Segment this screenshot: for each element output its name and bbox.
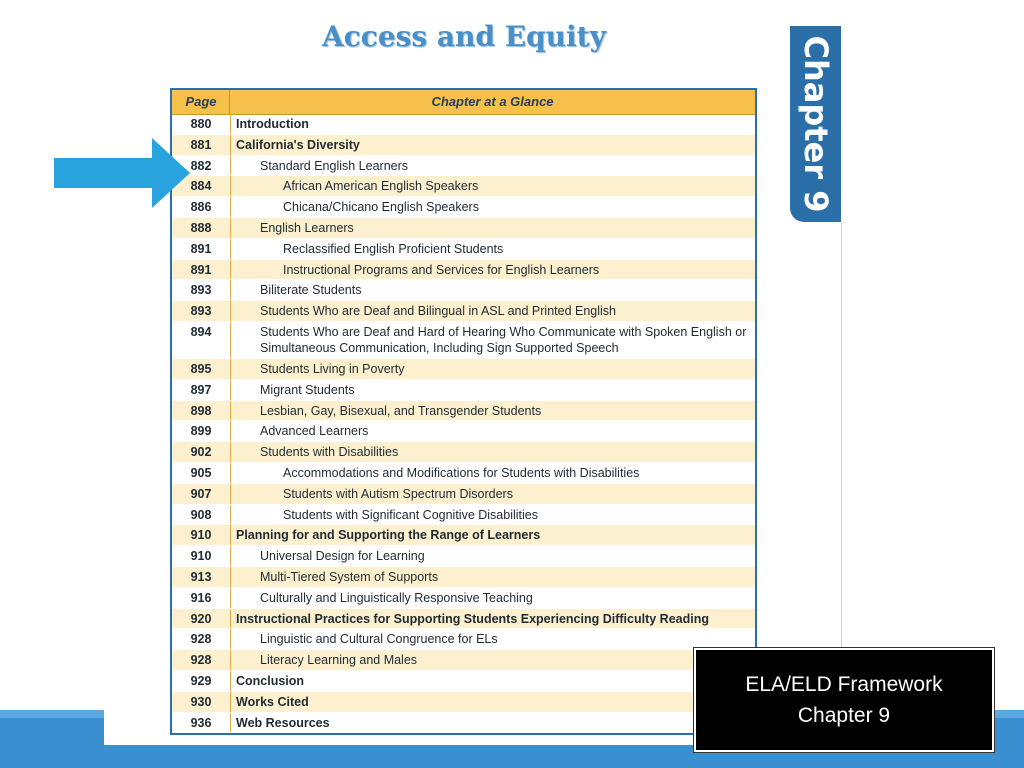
row-page-number: 910 (172, 546, 231, 566)
row-page-number: 891 (172, 260, 231, 280)
framework-label-line2: Chapter 9 (797, 704, 891, 727)
row-topic: Multi-Tiered System of Supports (260, 569, 439, 584)
table-row (172, 671, 755, 692)
row-page-number: 916 (172, 588, 231, 608)
row-page-number: 893 (172, 280, 231, 300)
row-page-number: 928 (172, 629, 231, 649)
table-row (172, 176, 755, 197)
table-row (172, 588, 755, 609)
row-page-number: 880 (172, 114, 231, 134)
chapter-tab-label: Chapter 9 (796, 35, 835, 213)
row-topic: Instructional Practices for Supporting Students Experiencing Difficulty Reading (236, 611, 709, 626)
row-topic: Standard English Learners (260, 158, 409, 173)
row-page-number: 920 (172, 609, 231, 629)
table-row (172, 135, 755, 156)
row-page-number: 895 (172, 359, 231, 379)
row-topic: Works Cited (236, 694, 309, 709)
row-topic: Linguistic and Cultural Congruence for ELs (260, 632, 498, 647)
row-page-number: 905 (172, 463, 231, 483)
row-topic: Accommodations and Modifications for Students with Disabilities (283, 465, 640, 480)
table-row (172, 629, 755, 650)
row-topic: Universal Design for Learning (260, 549, 425, 564)
row-page-number: 936 (172, 713, 231, 733)
table-body (172, 114, 755, 733)
row-page-number: 928 (172, 650, 231, 670)
row-topic: English Learners (260, 220, 354, 235)
row-page-number: 913 (172, 567, 231, 587)
table-row (172, 380, 755, 401)
table-row (172, 463, 755, 484)
table-row (172, 713, 755, 734)
chapter-tab (790, 26, 841, 222)
row-topic: Literacy Learning and Males (260, 653, 418, 668)
row-topic: Conclusion (236, 673, 305, 688)
table-row (172, 567, 755, 588)
row-page-number: 930 (172, 692, 231, 712)
row-topic: Planning for and Supporting the Range of Learners (236, 528, 541, 543)
table-row (172, 260, 755, 281)
row-topic: Students Living in Poverty (260, 361, 405, 376)
row-page-number: 886 (172, 197, 231, 217)
row-topic: Introduction (236, 117, 309, 131)
table-row (172, 546, 755, 567)
row-topic: Lesbian, Gay, Bisexual, and Transgender Students (260, 403, 542, 418)
row-topic: Students Who are Deaf and Bilingual in ASL and Printed English (260, 304, 617, 319)
table-row (172, 525, 755, 546)
table-row (172, 197, 755, 218)
row-page-number: 902 (172, 442, 231, 462)
row-topic: Reclassified English Proficient Students (283, 241, 504, 256)
row-topic: Students with Significant Cognitive Disabilities (283, 507, 538, 522)
row-page-number: 891 (172, 239, 231, 259)
row-page-number: 893 (172, 301, 231, 321)
table-row (172, 239, 755, 260)
row-topic: Migrant Students (260, 382, 355, 397)
row-page-number: 908 (172, 505, 231, 525)
row-topic: African American English Speakers (283, 179, 479, 194)
page-title: Access and Equity (322, 20, 606, 53)
row-topic: Culturally and Linguistically Responsive Teaching (260, 590, 533, 605)
row-topic: Students with Disabilities (260, 445, 399, 460)
table-row (172, 322, 755, 359)
row-topic: Advanced Learners (260, 424, 369, 439)
row-page-number: 884 (172, 176, 231, 196)
row-page-number: 894 (172, 322, 231, 358)
row-page-number: 910 (172, 525, 231, 545)
chapter-glance-table (170, 88, 757, 735)
row-topic: Chicana/Chicano English Speakers (283, 200, 479, 215)
table-row (172, 218, 755, 239)
page-edge-line (841, 222, 842, 652)
row-page-number: 882 (172, 156, 231, 176)
table-row (172, 650, 755, 671)
table-row (172, 156, 755, 177)
framework-label-box (694, 648, 994, 752)
arrow-shape (54, 138, 190, 208)
row-topic: Instructional Programs and Services for English Learners (283, 262, 600, 277)
framework-label-line1: ELA/ELD Framework (745, 673, 943, 696)
table-row (172, 609, 755, 630)
row-page-number: 881 (172, 135, 231, 155)
table-row (172, 505, 755, 526)
table-row (172, 114, 755, 135)
row-topic: Students with Autism Spectrum Disorders (283, 486, 513, 501)
row-page-number: 897 (172, 380, 231, 400)
row-topic: Biliterate Students (260, 283, 362, 298)
table-row (172, 484, 755, 505)
table-row (172, 692, 755, 713)
row-topic: Students Who are Deaf and Hard of Hearing Who Communicate with Spoken English or Simultaneous Communication, Including Sign Supported Speech (260, 324, 747, 356)
row-topic: Web Resources (236, 715, 330, 730)
table-row (172, 301, 755, 322)
table-row (172, 401, 755, 422)
table-row (172, 359, 755, 380)
header-chapter: Chapter at a Glance (431, 94, 554, 109)
table-row (172, 280, 755, 301)
row-topic: California's Diversity (236, 137, 360, 152)
row-page-number: 898 (172, 401, 231, 421)
row-page-number: 907 (172, 484, 231, 504)
row-page-number: 899 (172, 421, 231, 441)
table-header (172, 90, 755, 115)
right-arrow-icon (54, 138, 190, 208)
row-page-number: 929 (172, 671, 231, 691)
row-page-number: 888 (172, 218, 231, 238)
table-row (172, 421, 755, 442)
table-row (172, 442, 755, 463)
header-page: Page (185, 94, 217, 109)
